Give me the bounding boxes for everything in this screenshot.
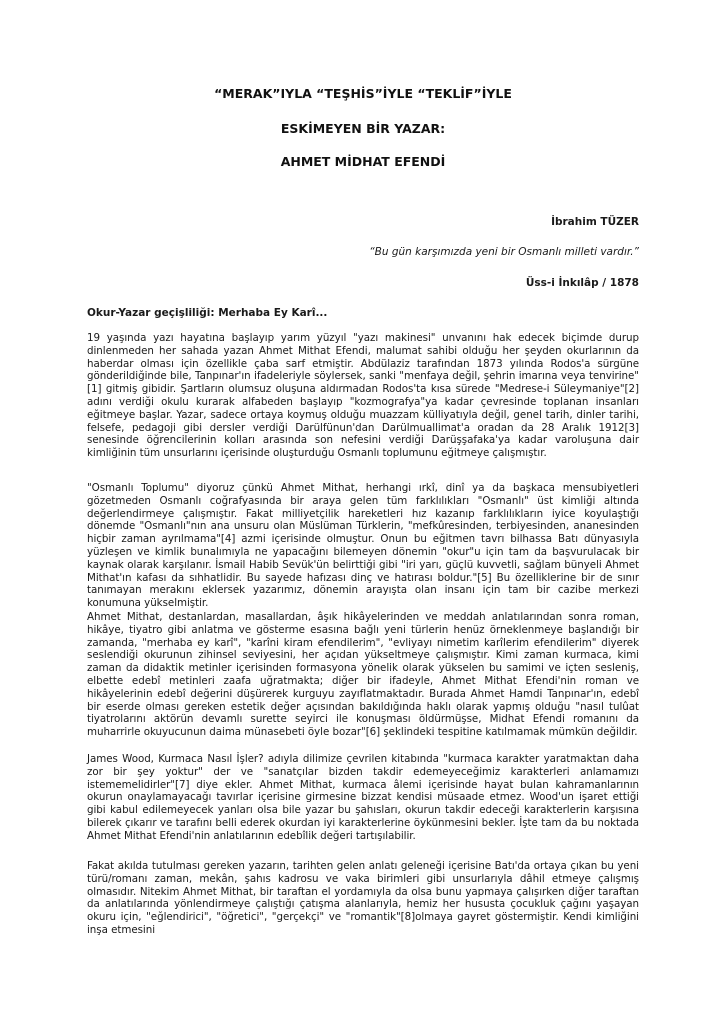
paragraph-1: 19 yaşında yazı hayatına başlayıp yarım yüzyıl "yazı makinesi" unvanını hak edecek biçimde durup dinlenmeden her sahada yazan Ahmet Mithat Efendi, malumat sahibi olduğu her şeyden okurlarının da haberdar olması için özellikle çaba sarf etmiştir. Abdülaziz tarafından 1873 yılında Rodos'a sürgüne gönderildiğinde bile, Tanpınar'ın ifadeleriyle söylersek, sanki "menfaya değil, şehrin imarına veya tenvirine"[1] gitmiş gibidir. Şartların olumsuz oluşuna aldırmadan Rodos'ta kısa sürede "Medrese-i Süleymaniye"[2] adını verdiği okulu kurarak alfabeden başlayıp "kozmografya"ya kadar çevresinde toplanan insanları eğitmeye başlar. Yazar, sadece ortaya koymuş olduğu muazzam külliyatıyla değil, genel tarih, dinler tarihi, felsefe, pedagoji gibi dersler verdiği Darülfünun'dan Darülmuallimat'a oradan da 28 Aralık 1912[3] senesinde öğrencilerinin kolları arasında son nefesini verdiği Darüşşafaka'ya kadar varoluşuna dair kimliğinin tüm unsurlarını içerisinde oluşturduğu Osmanlı toplumunu eğitmeye çalışmıştır. <box>87 332 639 460</box>
paragraph-2: "Osmanlı Toplumu" diyoruz çünkü Ahmet Mithat, herhangi ırkî, dinî ya da başkaca mensubiyetleri gözetmeden Osmanlı coğrafyasında bir araya gelen tüm farklılıkları "Osmanlı" üst kimliği altında değerlendirmeye çalışmıştır. Fakat milliyetçilik hareketleri hız kazanıp farklılıkların iyice koyulaştığı dönemde "Osmanlı"nın ana unsuru olan Müslüman Türklerin, "mefkûresinden, terbiyesinden, ananesinden hiçbir zaman ayrılmama"[4] azmi içerisinde olmuştur. Onun bu eğitmen tavrı bilhassa Batı dünyasıyla yüzleşen ve kimlik bunalımıyla ne yapacağını bilemeyen dönemin "okur"u için tam da başvurulacak bir kaynak olarak karşılanır. İsmail Habib Sevük'ün belirttiği gibi "iri yarı, güçlü kuvvetli, sağlam bünyeli Ahmet Mithat'ın kafası da sıhhatlidir. Bu sayede hafızası dinç ve hatırası boldur."[5] Bu özelliklerine bir de sınır tanımayan merakını eklersek yazarımız, dönemin arayışta olan insanı için tam bir cazibe merkezi konumuna yükselmiştir. <box>87 482 639 610</box>
author-name: İbrahim TÜZER <box>551 216 639 228</box>
title-line-3: AHMET MİDHAT EFENDİ <box>280 154 446 169</box>
paragraph-5: Fakat akılda tutulması gereken yazarın, tarihten gelen anlatı geleneği içerisine Batı'da ortaya çıkan bu yeni türü/romanı zaman, mekân, şahıs kadrosu ve vaka birimleri gibi unsurlarıyla dâhil etmeye çalışmış olmasıdır. Nitekim Ahmet Mithat, bir taraftan el yordamıyla da olsa bunu yapmaya çalışırken diğer taraftan da anlatılarında yönlendirmeye çalıştığı çatışma alanlarıyla, hemiz her hususta çocukluk çağını yaşayan okuru için, "eğlendirici", "öğretici", "gerçekçi" ve "romantik"[8]olmaya gayret göstermiştir. Kendi kimliğini inşa etmesini <box>87 860 639 936</box>
paragraph-4: James Wood, Kurmaca Nasıl İşler? adıyla dilimize çevrilen kitabında "kurmaca karakter yaratmaktan daha zor bir şey yoktur" der ve "sanatçılar bizden takdir edemeyeceğimiz karakterleri anlamamızı istememelidirler"[7] diye ekler. Ahmet Mithat, kurmaca âlemi içerisinde hayat bulan kahramanlarının okurun onaylamayacağı tavırlar içerisine girmesine bizzat kendisi müsaade etmez. Wood'un işaret ettiği gibi kabul edilemeyecek yanları olsa bile yazar bu şahısları, okurun takdir edeceği karakterlerin karşısına bilerek çıkarır ve tarafını belli ederek okurdan iyi karakterlerine öykünmesini bekler. İşte tam da bu noktada Ahmet Mithat Efendi'nin anlatılarının edebîlik değeri tartışılabilir. <box>87 753 639 842</box>
section-heading: Okur-Yazar geçişliliği: Merhaba Ey Karî... <box>87 307 328 319</box>
title-line-2: ESKİMEYEN BİR YAZAR: <box>280 121 446 136</box>
title-line-1: “MERAK”IYLA “TEŞHİS”İYLE “TEKLİF”İYLE <box>214 86 512 101</box>
epigraph-quote: “Bu gün karşımızda yeni bir Osmanlı milleti vardır.” <box>369 246 639 258</box>
epigraph-source: Üss-i İnkılâp / 1878 <box>525 277 639 289</box>
paragraph-3: Ahmet Mithat, destanlardan, masallardan, âşık hikâyelerinden ve meddah anlatılarından sonra roman, hikâye, tiyatro gibi anlatma ve gösterme esasına bağlı yeni türlerin henüz örneklenmeye başlandığı bir zamanda, "merhaba ey karî", "karîni kiram efendilerim", "evliyayı nimetim karîlerim efendilerim" diyerek seslendiği okurunun zihinsel seviyesini, her açıdan yükseltmeye çalışmıştır. Kimi zaman kurmaca, kimi zaman da didaktik metinler içerisinden formasyona yönelik olarak yükselen bu samimi ve içten sesleniş, elbette edebî metinleri zaafa uğratmakta; diğer bir ifadeyle, Ahmet Mithat Efendi'nin roman ve hikâyelerinin edebî değerini düşürerek kurguyu zayıflatmaktadır. Burada Ahmet Hamdi Tanpınar'ın, edebî bir eserde olması gereken estetik değer açısından bakıldığında haklı olarak yapmış olduğu "nasıl tulûat tiyatrolarını aktörün devamlı surette seyirci ile konuşması öldürmüşse, Midhat Efendi romanını da muharrirle okuyucunun daima münasebeti öyle bozar"[6] şeklindeki tespitine katılmamak mümkün değildir. <box>87 611 639 739</box>
